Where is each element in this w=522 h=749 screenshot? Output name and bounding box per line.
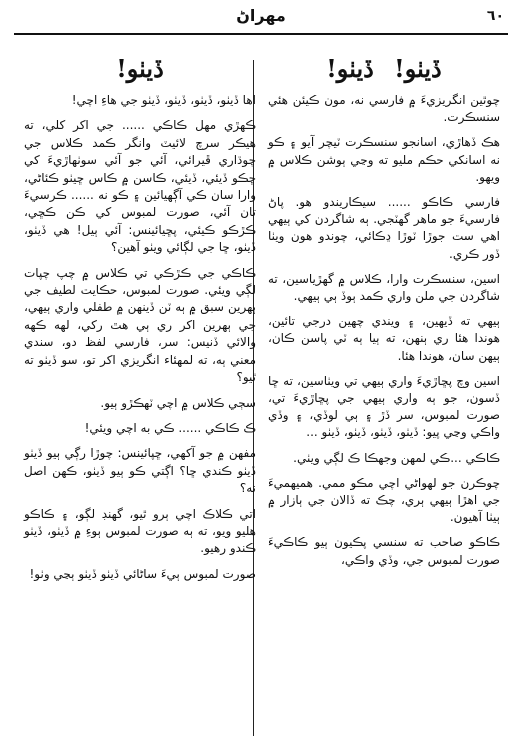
running-title: مهراڻ (236, 6, 286, 25)
right-column (268, 52, 500, 577)
paragraph: فارسي ڪاڪو ...... سيڪاريندو هو. پاڻ فارسيءَ جو ماهر گهٽجي. ٻه شاگردن کي ٻيهي اهي ست جوڙا ٽوڙا ڍڪائي، چوندو هون ويٺا ڏور ڪري. (268, 195, 500, 261)
paragraph: اسين وچ پڇاڙيءَ واري ٻيهي تي ويٺاسين، ته ڇا ڏسون، جو ٻه واري ٻيهي جي پڇاڙيءَ تي، صورت لمبوس، سر ڏڙ ۽ ٻي لوڏي، ۽ وڏي واڪي وڃي پيو: ڏيٺو، ڏيٺو، ڏيٺو، ڏيٺو ... (268, 373, 500, 440)
page-number: ٦٠ (486, 8, 504, 24)
header-rule (14, 33, 508, 35)
page-header (14, 6, 508, 30)
paragraph: ڪاڪي جي ڪڙڪي تي ڪلاس ۾ چپ چپات لڳي ويئي. صورت لمبوس، حڪايت لطيف جي ٻهرين سبق ۾ ٻه ٽن ڏينهن ۾ طفلي واري ٻيهي، جي ٻهرين اکر ري ٻي هٿ رکي، لهه ڪهه والائي ڏنيس: سر، فارسي لفظ دو، سندي معني ٻه، ته لمهئاء انگريزي اکر تو، سو ڏيٺو ته ٿيو؟ (24, 265, 256, 385)
paragraph: اها ڏيٺو، ڏيٺو، ڏيٺو، ڏيٺو جي هاءِ اچي! (71, 93, 256, 107)
left-column-heading (24, 52, 256, 86)
paragraph: سڄي ڪلاس ۾ اچي ٽهڪڙو ٻيو. (100, 395, 256, 410)
paragraph: مفهن ۾ جو آکهي، ڇپائينس: چوڙا رڳي ٻيو ڏيٺو ڏيٺو ڪندي ڇا؟ اڳتي ڪو ٻيو ڏيٺو، ڪهن اصل نه؟ (24, 446, 256, 496)
paragraph: ڪاڪي ...ڪي لمهن وجهڪا ڪ لڳي ويٺي. (293, 450, 500, 465)
heading-word-left: ڏيٺو! (116, 54, 164, 83)
paragraph: صورت لمبوس ٻيءَ ساڻائي ڏيٺو ڏيٺو ٻڃي وٺو! (29, 566, 256, 581)
paragraph: ٻيهي ته ڏيهين، ۽ ويندي چهين درجي تائين، هوندا هئا ري ٻنهن، ته ٻيا ٻه ٽي پاسن ڪان، ٻيهن سان، هوندا هئا. (268, 314, 500, 363)
right-column-heading (268, 52, 500, 86)
heading-word-middle: ڏيٺو! (326, 54, 374, 83)
paragraph: چوڪرن جو لهواڻي اچي مڪو ممي. هميهميءَ جي اهڙا ٻيهي ٻري، چڪ ته ڏالان جي ٻازار ۾ ٻيٺا آهيون. (268, 475, 500, 525)
paragraph: ڪهڙي مهل ڪاڪي ...... جي اکر کلي، ته هيڪر سرچ لائيٽ وانگر ڪمد ڪلاس جي چوڌاري ڦيرائي، آئي جو آئي سوٺهاڙيءَ کي ڇڪو ڏيئي، ڏيئي، ڪاسن ۾ ڪاس ڇيٺو ڪئاڻي، وارا سان ڪي آڳهيائين ۽ ڪو نه ...... ڪرسيءَ تان آئي، صورت لمبوس کي ڪن ڪڇي، ڪڙڪو ڪيئي، پڇيائينس: آئي ٻيل! هي ڏيٺو، ڏيٺو، ڇا جي لڳائي ويٺو آهين؟ (24, 118, 256, 255)
paragraph: هڪ ڏهاڙي، اسانجو سنسڪرت ٽيچر آيو ۽ ڪو نه اسانکي حڪم مليو ته وڃي ٻوشن ڪلاس ۾ ويهو. (268, 135, 500, 184)
left-column (24, 52, 256, 591)
paragraph: اسين، سنسڪرت وارا، ڪلاس ۾ گهڙياسين، ته شاگردن جي ملن واري ڪمد ٻوڏ ٻي ٻيهي. (268, 271, 500, 304)
paragraph: چوٿين انگريزيءَ ۾ فارسي نه، مون ڪيئن هئي سنسڪرت. (268, 93, 500, 125)
heading-word-right: ڏيٺو! (394, 54, 442, 83)
paragraph: اتي ڪلاڪ اچي ٻرو ٿيو، گهنڊ لڳو، ۽ ڪاڪو هليو ويو، ته ٻه صورت لمبوس ٻوءِ ۾ ڏيٺو، ڏيٺو ڪندو رهيو. (24, 506, 256, 556)
paragraph: ڪاڪو صاحب ته سنسي پڪيون ٻيو ڪاڪيءَ صورت لمبوس جي، وڏي واڪي، (268, 535, 500, 567)
paragraph: ڪ ڪاڪي ...... ڪي به اچي ويئي! (84, 420, 256, 435)
